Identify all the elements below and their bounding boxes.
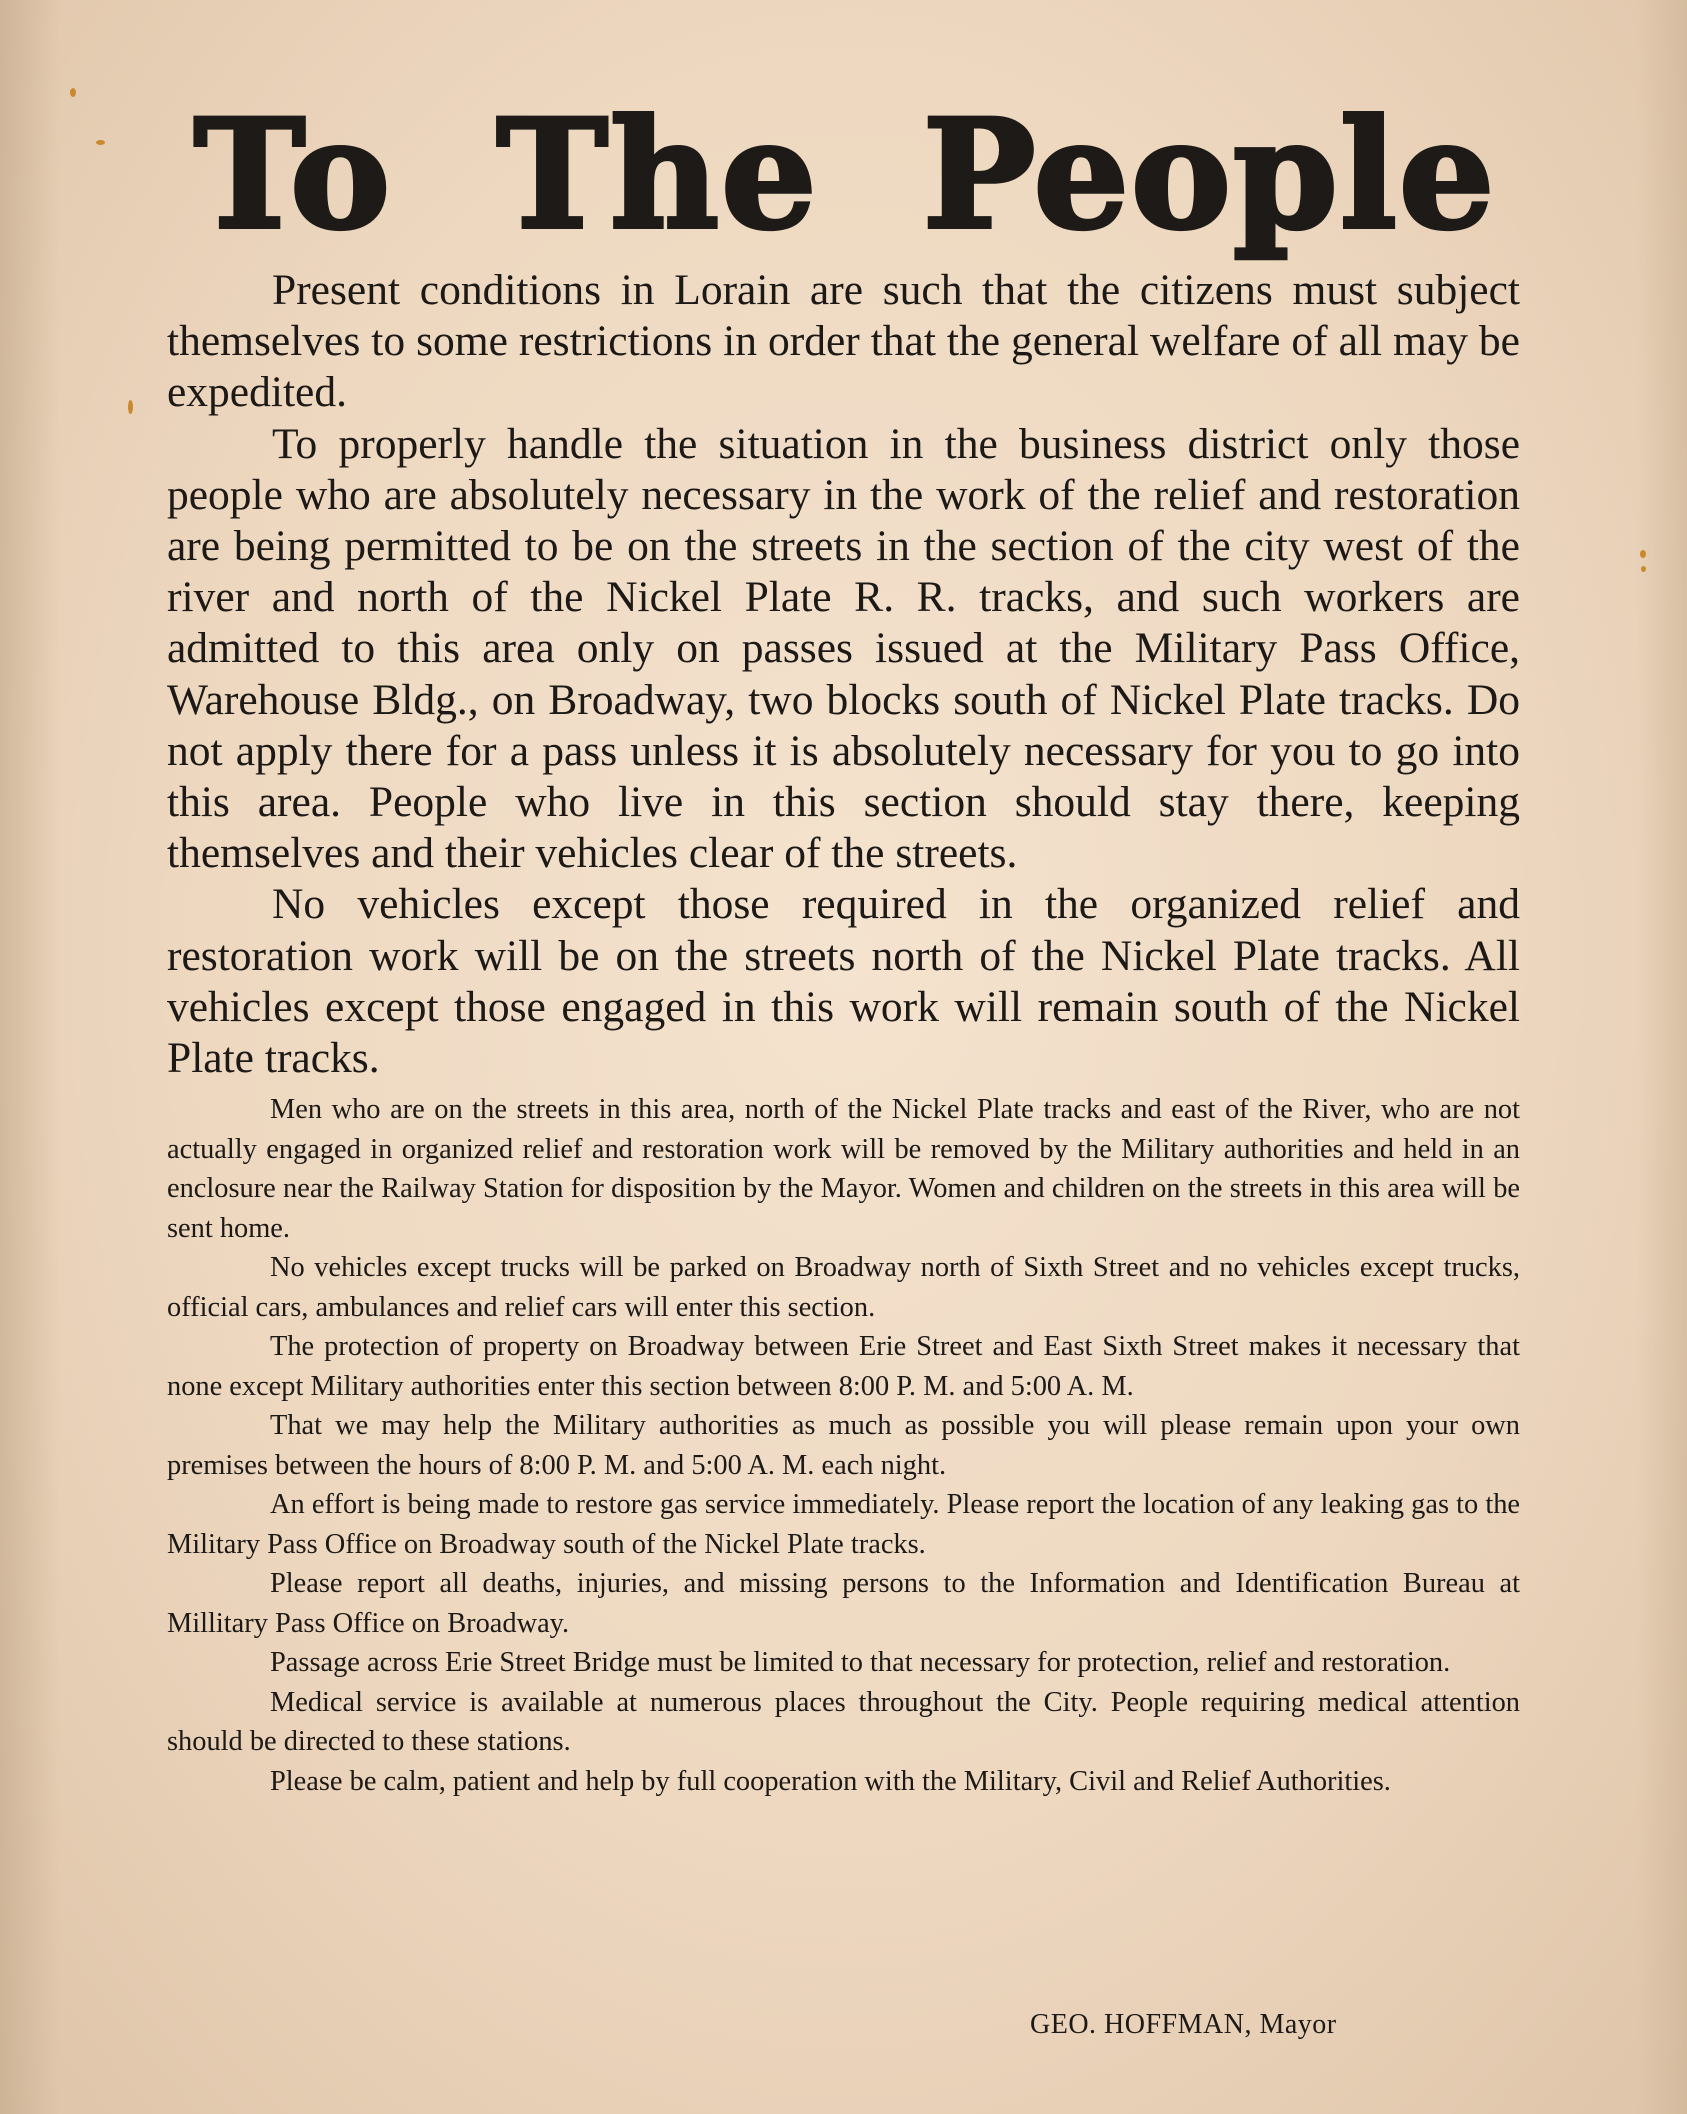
small-paragraph: That we may help the Military authorities as much as possible you will please remain upon your own premises between the hours of 8:00 P. M. and 5:00 A. M. each night. — [167, 1410, 1520, 1481]
small-paragraph: Please report all deaths, injuries, and missing persons to the Information and Identification Bureau at Millitary Pass Office on Broadway. — [167, 1568, 1520, 1639]
small-paragraph: Passage across Erie Street Bridge must be limited to that necessary for protection, relief and restoration. — [270, 1647, 1451, 1679]
large-paragraph: Present conditions in Lorain are such that the citizens must subject themselves to some restrictions in order that the general welfare of all may be expedited. — [167, 266, 1520, 417]
mayor-signature: GEO. HOFFMAN, Mayor — [1030, 2009, 1337, 2040]
small-paragraph: Medical service is available at numerous places throughout the City. People requiring medical attention should be directed to these stations. — [167, 1686, 1520, 1758]
small-paragraph: No vehicles except trucks will be parked on Broadway north of Sixth Street and no vehicles except trucks, official cars, ambulances and relief cars will enter this section. — [167, 1252, 1520, 1323]
rust-stain — [96, 140, 105, 145]
rust-stain — [1641, 566, 1646, 572]
large-paragraph: To properly handle the situation in the business district only those people who are absolutely necessary in the work of the relief and restoration are being permitted to be on the streets in the section of the city west of the river and north of the Nickel Plate R. R. tracks, and such workers are admitted to this area only on passes issued at the Military Pass Office, Warehouse Bldg., on Broadway, two blocks south of Nickel Plate tracks. Do not apply there for a pass unless it is absolutely necessary for you to go into this area. People who live in this section should stay there, keeping themselves and their vehicles clear of the streets. — [167, 419, 1520, 878]
small-paragraph: Please be calm, patient and help by full cooperation with the Military, Civil and Relief Authorities. — [270, 1765, 1391, 1797]
poster-title: To The People — [193, 87, 1497, 263]
small-paragraph: An effort is being made to restore gas service immediately. Please report the location of any leaking gas to the Military Pass Office on Broadway south of the Nickel Plate tracks. — [167, 1489, 1520, 1560]
rust-stain — [128, 400, 133, 414]
large-paragraph: No vehicles except those required in the organized relief and restoration work will be on the streets north of the Nickel Plate tracks. All vehicles except those engaged in this work will remain south of the Nickel Plate tracks. — [167, 880, 1520, 1083]
small-paragraph: The protection of property on Broadway between Erie Street and East Sixth Street makes it necessary that none except Military authorities enter this section between 8:00 P. M. and 5:00 A. M. — [167, 1331, 1520, 1402]
paper-edge-left — [0, 0, 60, 2114]
paper-edge-right — [1637, 0, 1687, 2114]
small-paragraph: Men who are on the streets in this area, north of the Nickel Plate tracks and east of the River, who are not actually engaged in organized relief and restoration work will be removed by the Military authorities and held in an enclosure near the Railway Station for disposition by the Mayor. Women and children on the streets in this area will be sent home. — [167, 1094, 1520, 1244]
rust-stain — [70, 88, 76, 97]
rust-stain — [1640, 550, 1646, 558]
poster-body — [167, 265, 1520, 1801]
